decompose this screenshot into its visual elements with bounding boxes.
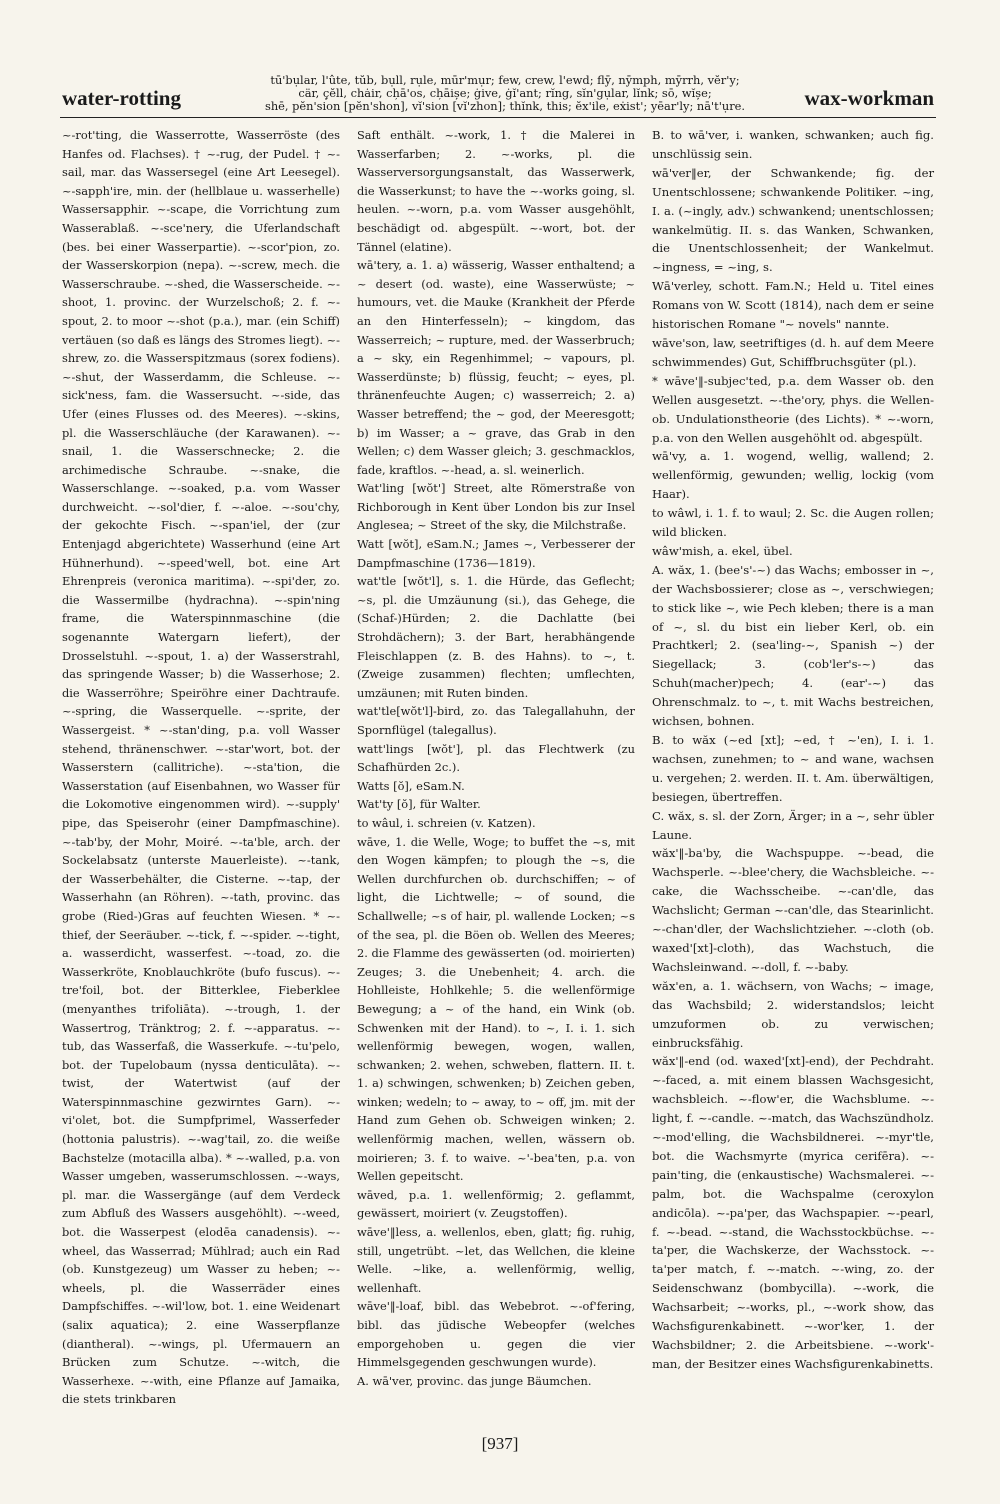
pronunciation-key-line: tū'bụlar, l'ûte, tŭb, bụll, rụle, mūr'mụr; few, crew, l'ewd; flȳ, nȳmph, mȳrrh, vĕr'y; [270, 73, 740, 87]
dictionary-entry: wăx'‖-end (od. waxed'[xt]-end), der Pechdraht. ~-faced, a. mit einem blassen Wachsgesicht, wachsbleich. ~-flow'er, die Wachsblume. ~-light, f. ~-candle. ~-match, das Wachszündholz. ~-mod'elling, die Wachsbildnerei. ~-myr'tle, bot. die Wachsmyrte (myrica cerifēra). ~-pain'ting, die (enkaustische) Wachsmalerei. ~-palm, bot. die Wachspalme (ceroxylon andicōla). ~-pa'per, das Wachspapier. ~-pearl, f. ~-bead. ~-stand, die Wachsstockbüchse. ~-ta'per, die Wachskerze, der Wachsstock. ~-ta'per match, f. ~-match. ~-wing, zo. der Seidenschwanz (bombycilla). ~-work, die Wachsarbeit; ~-works, pl., ~-work show, das Wachsfigurenkabinett. ~-wor'ker, 1. der Wachsbildner; 2. die Arbeitsbiene. ~-work'-man, der Besitzer eines Wachsfigurenkabinetts. [652, 1054, 934, 1371]
column-2 [357, 126, 635, 1390]
column-1 [62, 126, 340, 1409]
dictionary-entry: ~-rot'ting, die Wasserrotte, Wasserröste (des Hanfes od. Flachses). † ~-rug, der Pudel. † ~-sail, mar. das Wassersegel (eine Art Leesegel). ~-sapph'ire, min. der (hellblaue u. wasserhelle) Wassersapphir. ~-scape, die Vorrichtung zum Wasserablaß. ~-sce'nery, die Uferlandschaft (bes. bei einer Wasserpartie). ~-scor'pion, zo. der Wasserskorpion (nepa). ~-screw, mech. die Wasserschraube. ~-shed, die Wasserscheide. ~-shoot, 1. provinc. der Wurzelschoß; 2. f. ~-spout, 2. to moor ~-shot (p.a.), mar. (ein Schiff) vertäuen (so daß es längs des Stromes liegt). ~-shrew, zo. die Wasserspitzmaus (sorex fodiens). ~-shut, der Wasserdamm, die Schleuse. ~-sick'ness, fam. die Wassersucht. ~-side, das Ufer (eines Flusses od. des Meeres). ~-skins, pl. die Wasserschläuche (der Karawanen). ~-snail, 1. die Wasserschnecke; 2. die archimedische Schraube. ~-snake, die Wasserschlange. ~-soaked, p.a. vom Wasser durchweicht. ~-sol'dier, f. ~-aloe. ~-sou'chy, der gekochte Fisch. ~-span'iel, der (zur Entenjagd abgerichtete) Wasserhund (eine Art Hühnerhund). ~-speed'well, bot. eine Art Ehrenpreis (veronica maritima). ~-spi'der, zo. die Wassermilbe (hydrachna). ~-spin'ning frame, die Waterspinnmaschine (die sogenannte Watergarn liefert), der Drosselstuhl. ~-spout, 1. a) der Wasserstrahl, das springende Wasser; b) die Wasserhose; 2. die Wasserröhre; Speiröhre einer Dachtraufe. ~-spring, die Wasserquelle. ~-sprite, der Wassergeist. * ~-stan'ding, p.a. voll Wasser stehend, thränenschwer. ~-star'wort, bot. der Wasserstern (callitriche). ~-sta'tion, die Wasserstation (auf Eisenbahnen, wo Wasser für die Lokomotive eingenommen wird). ~-supply' pipe, das Speiserohr (einer Dampfmaschine). ~-tab'by, der Mohr, Moiré. ~-ta'ble, arch. der Sockelabsatz (unterste Mauerleiste). ~-tank, der Wasserbehälter, die Cisterne. ~-tap, der Wasserhahn (an Röhren). ~-tath, provinc. das grobe (Ried-)Gras auf feuchten Wiesen. * ~-thief, der Seeräuber. ~-tick, f. ~-spider. ~-tight, a. wasserdicht, wasserfest. ~-toad, zo. die Wasserkröte, Knoblauchkröte (bufo fuscus). ~-tre'foil, bot. der Bitterklee, Fieberklee (menyanthes trifoliāta). ~-trough, 1. der Wassertrog, Tränktrog; 2. f. ~-apparatus. ~-tub, das Wasserfaß, die Wasserkufe. ~-tu'pelo, bot. der Tupelobaum (nyssa denticulāta). ~-twist, der Watertwist (auf der Waterspinnmaschine gezwirntes Garn). ~-vi'olet, bot. die Sumpfprimel, Wasserfeder (hottonia palustris). ~-wag'tail, zo. die weiße Bachstelze (motacilla alba). * ~-walled, p.a. von Wasser umgeben, wasserumschlossen. ~-ways, pl. mar. die Wassergänge (auf dem Verdeck zum Abfluß des Wassers ausgehöhlt). ~-weed, bot. die Wasserpest (elodēa canadensis). ~-wheel, das Wasserrad; Mühlrad; auch ein Rad (ob. Kunstgezeug) um Wasser zu heben; ~-wheels, pl. die Wasserräder eines Dampfschiffes. ~-wil'low, bot. 1. eine Weidenart (salix aquatica); 2. eine Wasserpflanze (diantheral). ~-wings, pl. Ufermauern an Brücken zum Schutze. ~-witch, die Wasserhexe. ~-with, eine Pflanze auf Jamaika, die stets trinkbaren [62, 128, 341, 1407]
dictionary-entry: Wat'ling [wŏt'] Street, alte Römerstraße von Richborough in Kent über London bis zur Insel Anglesea; ~ Street of the sky, die Milchstraße. [357, 481, 635, 533]
right-guide-word: wax-workman [804, 86, 934, 110]
dictionary-entry: to wâwl, i. 1. f. to waul; 2. Sc. die Augen rollen; wild blicken. [652, 506, 934, 540]
pronunciation-key-line: shē, pĕn'sion [pĕn'shon], vĭ'sion [vĭ'zhon]; thĭnk, this; ĕx'ile, eẋist'; yēar'ly; nā't'ụre. [264, 99, 746, 113]
column-3 [652, 126, 934, 1374]
dictionary-entry: * wāve'‖-subjec'ted, p.a. dem Wasser ob. den Wellen ausgesetzt. ~-the'ory, phys. die Wellen- ob. Undulationstheorie (des Lichts). * ~-worn, p.a. von den Wellen ausgehöhlt od. abgespült. [652, 373, 934, 445]
dictionary-entry: Wā'verley, schott. Fam.N.; Held u. Titel eines Romans von W. Scott (1814), nach dem er seine historischen Romane "~ novels" nannte. [652, 279, 934, 332]
pronunciation-key [220, 74, 790, 113]
dictionary-entry: wāved, p.a. 1. wellenförmig; 2. geflammt, gewässert, moiriert (v. Zeugstoffen). [357, 1187, 635, 1221]
page-number: [937] [481, 1434, 519, 1453]
dictionary-entry: wā'ver‖er, der Schwankende; fig. der Unentschlossene; schwankende Politiker. ~ing, I. a. (~ingly, adv.) schwankend; unentschlossen; wankelmütig. II. s. das Wanken, Schwanken, die Unentschlossenheit; der Wankelmut. ~ingness, = ~ing, s. [652, 165, 934, 275]
pronunciation-key-line: cär, ç̧ĕll, chȧir, ch̦ā'os, ch̦āiș̦e; ġive, ġĭ'ant; rĭng, sĭn'gụlar, lĭnk; sō, wĭș̦e; [298, 86, 712, 100]
dictionary-entry: Watt [wŏt], eSam.N.; James ~, Verbesserer der Dampfmaschine (1736—1819). [357, 537, 635, 570]
dictionary-entry: B. to wā'ver, i. wanken, schwanken; auch fig. unschlüssig sein. [652, 128, 934, 161]
dictionary-entry: wăx'en, a. 1. wächsern, von Wachs; ~ image, das Wachsbild; 2. widerstandslos; leicht umzuformen ob. zu verwischen; einbrucksfähig. [652, 978, 934, 1050]
dictionary-entry: wāve'‖-loaf, bibl. das Webebrot. ~-of'fering, bibl. das jüdische Webeopfer (welches emporgehoben u. gegen die vier Himmelsgegenden geschwungen wurde). [357, 1299, 635, 1370]
dictionary-entry: Saft enthält. ~-work, 1. † die Malerei in Wasserfarben; 2. ~-works, pl. die Wasserversorgungsanstalt, das Wasserwerk, die Wasserkunst; to have the ~-works going, sl. heulen. ~-worn, p.a. vom Wasser ausgehöhlt, beschädigt od. abgespült. ~-wort, bot. der Tännel (elatine). [357, 128, 635, 254]
dictionary-entry: wat'tle[wŏt'l]-bird, zo. das Talegallahuhn, der Spornflügel (talegallus). [357, 704, 635, 737]
dictionary-entry: wâw'mish, a. ekel, übel. [652, 543, 793, 558]
dictionary-entry: Wat'ty [ŏ], für Walter. [357, 797, 481, 812]
dictionary-entry: A. wăx, 1. (bee's'-~) das Wachs; embosser in ~, der Wachsbossierer; close as ~, verschwiegen; to stick like ~, wie Pech kleben; there is a man of ~, sl. du bist ein lieber Kerl, ob. ein Prachtkerl; 2. (sea'ling-~, Spanish ~) der Siegellack; 3. (cob'ler's-~) das Schuh(macher)pech; 4. (ear'-~) das Ohrenschmalz. to ~, t. mit Wachs bestreichen, wichsen, bohnen. [652, 562, 934, 729]
dictionary-entry: wāve'son, law, seetriftiges (d. h. auf dem Meere schwimmendes) Gut, Schiffbruchsgüter (pl.). [652, 335, 934, 369]
dictionary-entry: wăx'‖-ba'by, die Wachspuppe. ~-bead, die Wachsperle. ~-blee'chery, die Wachsbleiche. ~-cake, die Wachsscheibe. ~-can'dle, das Wachslicht; German ~-can'dle, das Stearinlicht. ~-chan'dler, der Wachslichtzieher. ~-cloth (ob. waxed'[xt]-cloth), das Wachstuch, die Wachsleinwand. ~-doll, f. ~-baby. [652, 846, 934, 974]
dictionary-entry: wā'tery, a. 1. a) wässerig, Wasser enthaltend; a ~ desert (od. waste), eine Wasserwüste; ~ humours, vet. die Mauke (Krankheit der Pferde an den Hinterfesseln); ~ kingdom, das Wasserreich; ~ rupture, med. der Wasserbruch; a ~ sky, ein Regenhimmel; ~ vapours, pl. Wasserdünste; b) flüssig, feucht; ~ eyes, pl. thränenfeuchte Augen; c) wasserreich; 2. a) Wasser betreffend; the ~ god, der Meeresgott; b) im Wasser; a ~ grave, das Grab in den Wellen; c) dem Wasser gleich; 3. geschmacklos, fade, kraftlos. ~-head, a. sl. weinerlich. [357, 258, 635, 477]
dictionary-entry: wat'tle [wŏt'l], s. 1. die Hürde, das Geflecht; ~s, pl. die Umzäunung (si.), das Gehege, die (Schaf-)Hürden; 2. die Dachlatte (bei Strohdächern); 3. der Bart, herabhängende Fleischlappen (z. B. des Hahns). to ~, t. (Zweige zusammen) flechten; umflechten, umzäunen; mit Ruten binden. [357, 574, 635, 700]
dictionary-entry: Watts [ŏ], eSam.N. [357, 778, 465, 793]
dictionary-entry: A. wā'ver, provinc. das junge Bäumchen. [357, 1373, 592, 1388]
dictionary-entry: wā'vy, a. 1. wogend, wellig, wallend; 2. wellenförmig, gewunden; wellig, lockig (vom Haar). [652, 449, 934, 502]
dictionary-entry: watt'lings [wŏt'], pl. das Flechtwerk (zu Schafhürden 2c.). [357, 741, 635, 775]
header-rule [60, 117, 936, 118]
dictionary-entry: wāve, 1. die Welle, Woge; to buffet the ~s, mit den Wogen kämpfen; to plough the ~s, die Wellen durchfurchen ob. durchschiffen; ~ of light, die Lichtwelle; ~ of sound, die Schallwelle; ~s of hair, pl. wallende Locken; ~s of the sea, pl. die Böen ob. Wellen des Meeres; 2. die Flamme des gewässerten (od. moirierten) Zeuges; 3. die Unebenheit; 4. arch. die Hohlleiste, Hohlkehle; 5. die wellenförmige Bewegung; a ~ of the hand, ein Wink (ob. Schwenken mit der Hand). to ~, I. i. 1. sich wellenförmig bewegen, wogen, wallen, schwanken; 2. wehen, schweben, flattern. II. t. 1. a) schwingen, schwenken; b) Zeichen geben, winken; wedeln; to ~ away, to ~ off, jm. mit der Hand zum Gehen ob. Schweigen winken; 2. wellenförmig machen, wellen, wässern ob. moirieren; 3. f. to waive. ~'-bea'ten, p.a. von Wellen gepeitscht. [357, 834, 635, 1184]
dictionary-entry: to wâul, i. schreien (v. Katzen). [357, 815, 536, 830]
dictionary-entry: B. to wăx (~ed [xt]; ~ed, † ~'en), I. i. 1. wachsen, zunehmen; to ~ and wane, wachsen u. vergehen; 2. werden. II. t. Am. überwältigen, besiegen, übertreffen. [652, 733, 934, 804]
dictionary-entry: wāve'‖less, a. wellenlos, eben, glatt; fig. ruhig, still, ungetrübt. ~let, das Wellchen, die kleine Welle. ~like, a. wellenförmig, wellig, wellenhaft. [357, 1225, 635, 1295]
dictionary-entry: C. wăx, s. sl. der Zorn, Ärger; in a ~, sehr übler Laune. [652, 808, 934, 842]
left-guide-word: water-rotting [62, 86, 181, 110]
